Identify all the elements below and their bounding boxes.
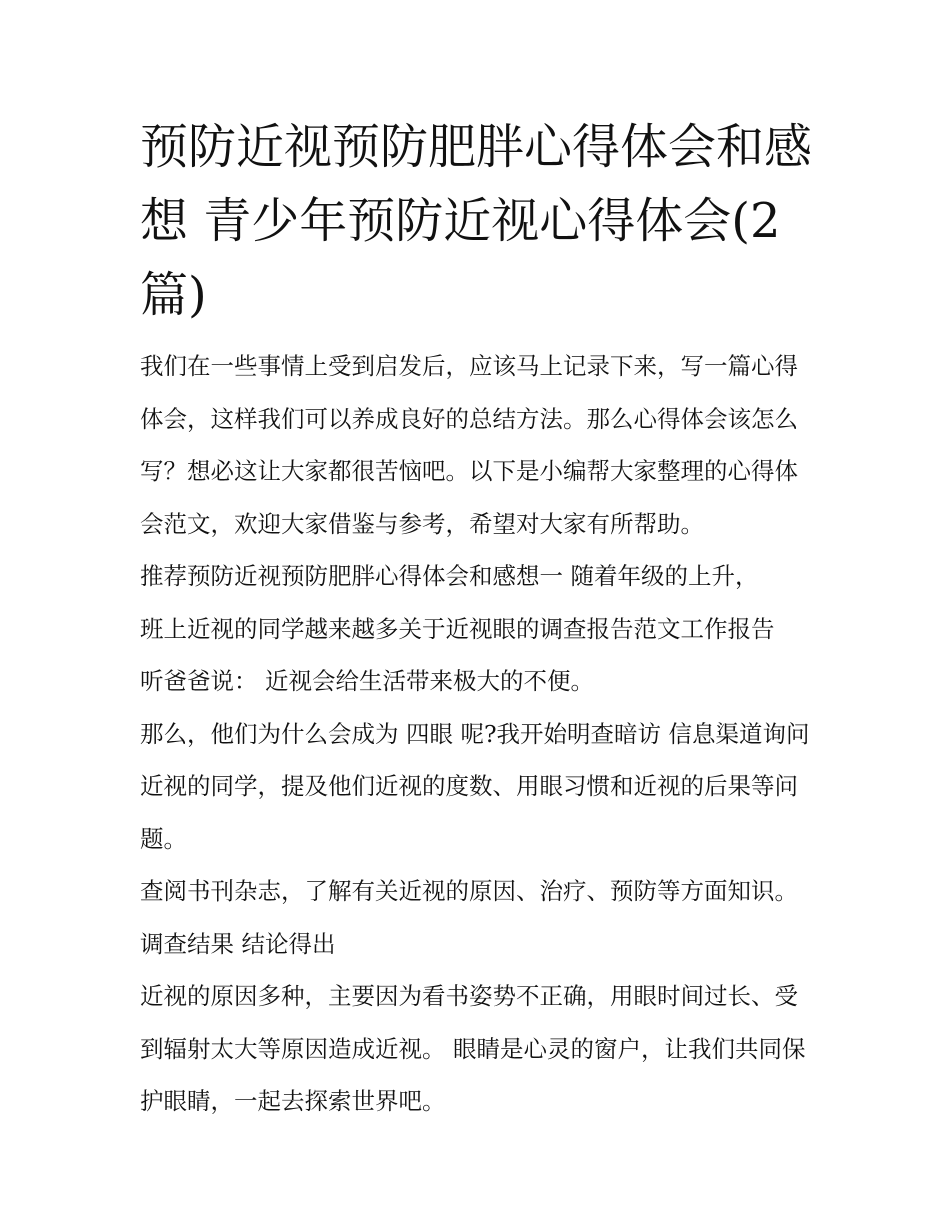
paragraph-recommend: 推荐预防近视预防肥胖心得体会和感想一 随着年级的上升， [140, 562, 759, 590]
document-title: 预防近视预防肥胖心得体会和感想 青少年预防近视心得体会(2篇) [140, 119, 813, 323]
document-page [140, 110, 820, 1128]
paragraph-investigation: 那么，他们为什么会成为 四眼 呢?我开始明查暗访 信息渠道询问近视的同学，提及他们近视的度数、用眼习惯和近视的后果等问题。 [140, 719, 810, 853]
paragraph-research: 查阅书刊杂志，了解有关近视的原因、治疗、预防等方面知识。 调查结果 结论得出 [140, 877, 798, 958]
paragraph-conclusion: 近视的原因多种，主要因为看书姿势不正确，用眼时间过长、受到辐射太大等原因造成近视。 眼睛是心灵的窗户，让我们共同保护眼睛，一起去探索世界吧。 [140, 982, 806, 1115]
paragraph-father: 听爸爸说： 近视会给生活带来极大的不便。 [140, 667, 594, 695]
paragraph-class: 班上近视的同学越来越多关于近视眼的调查报告范文工作报告 [140, 614, 775, 643]
paragraph-intro: 我们在一些事情上受到启发后，应该马上记录下来，写一篇心得体会，这样我们可以养成良好的总结方法。那么心得体会该怎么写？想必这让大家都很苦恼吧。以下是小编帮大家整理的心得体会范文，欢迎大家借鉴与参考，希望对大家有所帮助。 [140, 352, 798, 538]
